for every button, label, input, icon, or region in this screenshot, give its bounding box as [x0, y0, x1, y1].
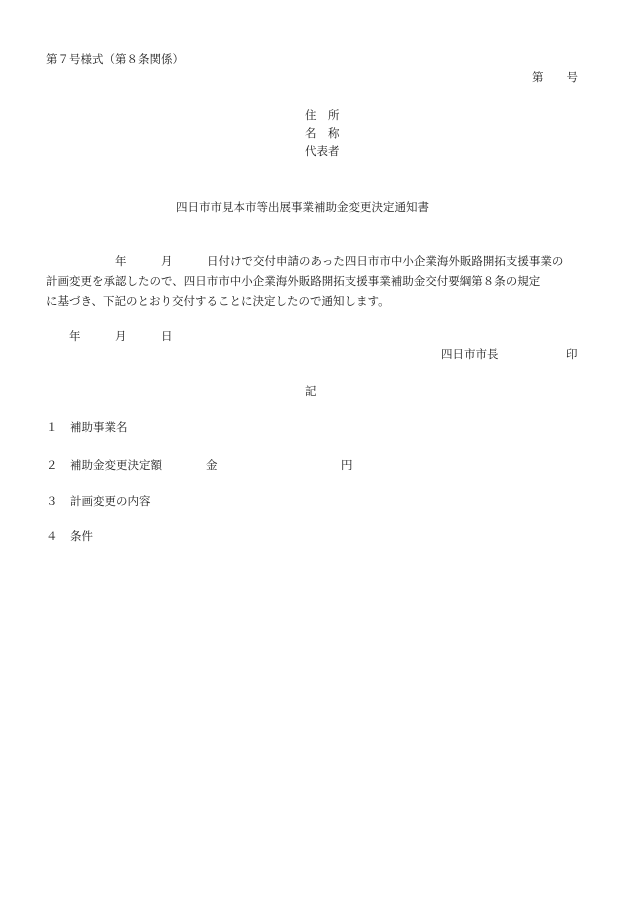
item-2 — [0, 458, 630, 472]
document-number: 第 号 — [532, 70, 578, 84]
seal-mark: 印 — [566, 347, 578, 361]
ki-heading: 記 — [305, 384, 317, 398]
body-line-3: に基づき、下記のとおり交付することに決定したので通知します。 — [46, 294, 390, 308]
representative-label: 代表者 — [305, 144, 340, 158]
item-4-number: ４ — [46, 529, 58, 543]
issuer-name: 四日市市長 — [441, 347, 499, 361]
document-title: 四日市市見本市等出展事業補助金変更決定通知書 — [176, 200, 429, 214]
item-3-number: ３ — [46, 494, 58, 508]
item-4 — [0, 529, 630, 543]
item-1-number: １ — [46, 420, 58, 434]
item-4-label: 条件 — [70, 529, 93, 543]
body-line-1: 年 月 日付けで交付申請のあった四日市市中小企業海外販路開拓支援事業の — [46, 254, 564, 268]
item-2-label: 補助金変更決定額 — [70, 458, 162, 472]
address-label: 住 所 — [305, 108, 340, 122]
item-2-number: ２ — [46, 458, 58, 472]
item-3 — [0, 494, 630, 508]
item-3-label: 計画変更の内容 — [70, 494, 151, 508]
item-1 — [0, 420, 630, 434]
issue-date: 年 月 日 — [46, 329, 173, 343]
amount-unit: 円 — [341, 458, 353, 472]
amount-prefix: 金 — [206, 458, 218, 472]
body-line-2: 計画変更を承認したので、四日市市中小企業海外販路開拓支援事業補助金交付要綱第８条の規定 — [46, 274, 541, 288]
item-1-label: 補助事業名 — [70, 420, 128, 434]
form-title: 第７号様式（第８条関係） — [46, 52, 184, 66]
name-label: 名 称 — [305, 126, 340, 140]
notice-body — [46, 251, 579, 311]
